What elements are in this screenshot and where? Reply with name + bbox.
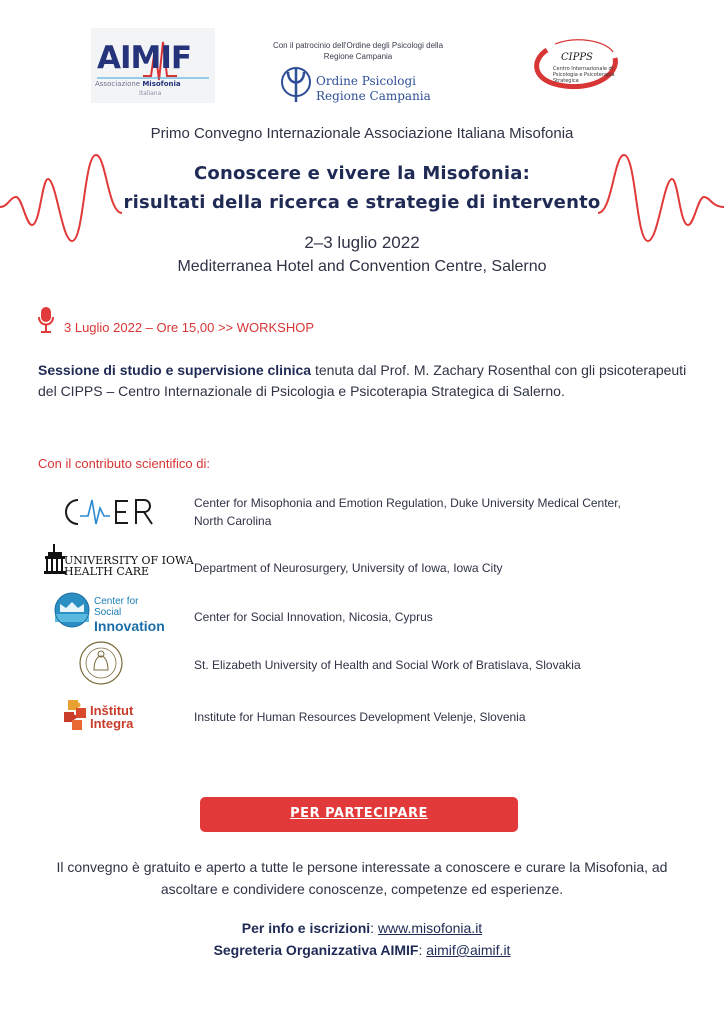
event-title-line-2: risultati della ricerca e strategie di intervento: [123, 192, 601, 213]
secretary-email-link[interactable]: aimif@aimif.it: [426, 942, 511, 958]
session-details: tenuta dal Prof. M. Zachary Rosenthal con gli psicoterapeuti del CIPPS – Centro Internazionale di Psicologia e Psicoterapia Strategica di Salerno.: [38, 362, 687, 399]
partner-cmer-text: Center for Misophonia and Emotion Regulation, Duke University Medical Center, North Carolina: [194, 496, 621, 528]
cipps-logo: [525, 36, 623, 96]
website-link[interactable]: www.misofonia.it: [377, 920, 483, 936]
st-elizabeth-seal: [78, 640, 124, 690]
info-label: Per info e iscrizioni: [241, 920, 371, 936]
integra-logo-text: Inštitut Integra: [90, 703, 134, 731]
event-dates: 2–3 luglio 2022: [304, 233, 420, 252]
aimif-logo-subtitle-2: Italiana: [139, 90, 162, 97]
session-description: [38, 360, 688, 402]
aimif-logo-subtitle: Associazione Misofonia: [95, 80, 181, 88]
contributors-heading: Con il contributo scientifico di:: [38, 456, 210, 471]
csi-globe-icon: [54, 592, 90, 628]
puzzle-pieces-icon: [62, 696, 88, 732]
psi-symbol-icon: [278, 64, 314, 104]
workshop-label: 3 Luglio 2022 – Ore 15,00 >> WORKSHOP: [64, 320, 315, 335]
ordine-logo-name: Ordine Psicologi Regione Campania: [316, 74, 431, 103]
cipps-logo-text: Centro Internazionale di Psicologia e Psicoterapia Strategica: [553, 66, 615, 84]
patronage-note: Con il patrocinio dell'Ordine degli Psicologi della Regione Campania: [272, 41, 444, 61]
partner-iowa-text: Department of Neurosurgery, University of Iowa, Iowa City: [194, 561, 503, 575]
event-title-line-1: Conoscere e vivere la Misofonia:: [193, 163, 531, 184]
info-line: Per info e iscrizioni: www.misofonia.it: [241, 920, 483, 936]
ordine-logo: [268, 64, 448, 108]
university-seal-icon: [78, 640, 124, 686]
patronage-block: [268, 40, 448, 108]
csi-logo-text: Center for Social Innovation: [94, 596, 165, 634]
event-subtitle: Primo Convegno Internazionale Associazione Italiana Misofonia: [150, 125, 574, 142]
partner-integra-text: Institute for Human Resources Development Velenje, Slovenia: [194, 710, 526, 724]
cmer-logo-graphic: [58, 494, 168, 530]
partner-st-elizabeth-text: St. Elizabeth University of Health and Social Work of Bratislava, Slovakia: [194, 658, 581, 672]
event-venue: Mediterranea Hotel and Convention Centre, Salerno: [177, 258, 547, 275]
iowa-logo-text: UNIVERSITY OF IOWA HEALTH CARE: [64, 554, 194, 578]
session-title: Sessione di studio e supervisione clinica: [38, 362, 312, 378]
cmer-logo: [58, 494, 168, 530]
aimif-logo-mark: AIMIF: [97, 40, 192, 76]
cipps-logo-mark: CIPPS: [561, 52, 593, 63]
aimif-logo: [91, 28, 215, 103]
partner-csi-text: Center for Social Innovation, Nicosia, Cyprus: [194, 610, 433, 624]
secretary-label: Segreteria Organizzativa AIMIF: [213, 942, 419, 958]
secretary-line: Segreteria Organizzativa AIMIF: aimif@aimif.it: [213, 942, 511, 958]
microphone-icon: [37, 306, 55, 334]
free-entry-text: Il convegno è gratuito e aperto a tutte le persone interessate a conoscere e curare la Misofonia, ad ascoltare e condividere conoscenze, competenze ed esperienze.: [56, 859, 668, 897]
participate-button[interactable]: [200, 797, 518, 832]
participate-button-label[interactable]: PER PARTECIPARE: [290, 806, 428, 821]
